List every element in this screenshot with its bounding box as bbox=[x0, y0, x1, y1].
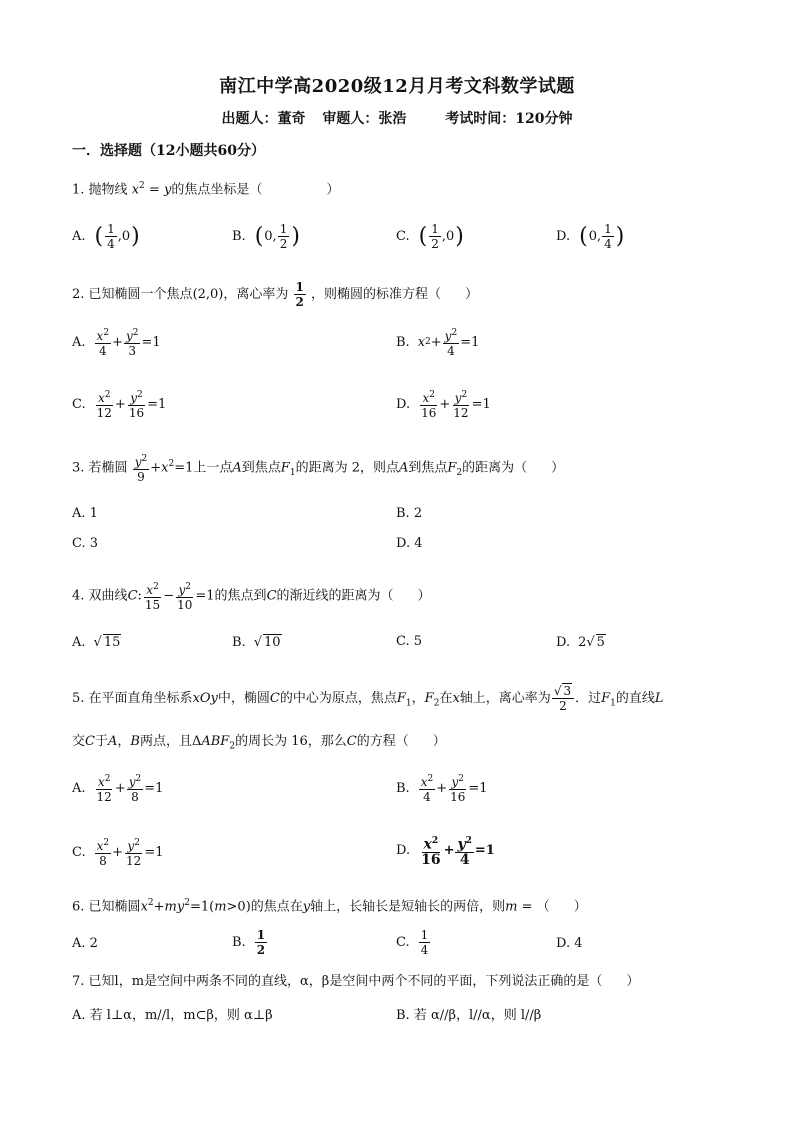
q1-option-b[interactable]: B. ( 0, $\frac{1}{2}$ ) bbox=[232, 222, 300, 251]
q1-option-d[interactable]: D. ( 0, $\frac{1}{4}$ ) bbox=[556, 222, 625, 251]
question-2: 2. 已知椭圆一个焦点(2,0)，离心率为 $\frac{1}{2}$ ，则椭圆的标准方程（ ） bbox=[72, 280, 479, 309]
q3-option-d[interactable]: D. 4 bbox=[396, 536, 423, 551]
q4-option-a[interactable]: A. √ 15 bbox=[72, 634, 121, 650]
q2-option-a[interactable]: A. $\frac{x^2}{4}$ + $\frac{y^2}{3}$ =1 bbox=[72, 328, 161, 358]
question-4: 4. 双曲线C: $\frac{x^2}{15}$ − $\frac{y^2}{10}$ =1的焦点到C的渐近线的距离为（ ） bbox=[72, 582, 431, 612]
reviewer: 审题人：张浩 bbox=[322, 111, 407, 127]
question-text: 的焦点坐标是（ bbox=[171, 182, 263, 198]
question-6: 6. 已知椭圆$x^2+my^2=1(m>0)$的焦点在y轴上，长轴长是短轴长的两倍，则m = （ ） bbox=[72, 898, 587, 915]
q3-option-a[interactable]: A. 1 bbox=[72, 506, 98, 521]
page-title: 南江中学高2020级12月月考文科数学试题 bbox=[219, 76, 575, 97]
question-3: 3. 若椭圆 $\frac{y^2}{9}$ $+x^2=1$上一点A到焦点$F_1$的距离为 2，则点A到焦点$F_2$的距离为（ ） bbox=[72, 454, 565, 484]
q6-option-b[interactable]: B. $\frac{1}{2}$ bbox=[232, 928, 266, 957]
q7-option-a[interactable]: A. 若 l⊥α，m//l，m⊂β，则 α⊥β bbox=[72, 1008, 273, 1023]
question-5-line-1: 5. 在平面直角坐标系xOy中，椭圆C的中心为原点，焦点$F_1$，$F_2$在x轴上，离心率为 $\frac{√ 3}{2}$ ．过$F_1$的直线L bbox=[72, 684, 664, 713]
section-heading: 一．选择题（12小题共60分） bbox=[72, 143, 265, 159]
q6-option-c[interactable]: C. $\frac{1}{4}$ bbox=[396, 928, 429, 957]
question-5-line-2: 交C于A，B两点，且$\Delta ABF_2$的周长为 16，那么C的方程（ ） bbox=[72, 734, 446, 752]
question-number: 1. bbox=[72, 182, 85, 198]
q5-option-c[interactable]: C. $\frac{x^2}{8}$ + $\frac{y^2}{12}$ =1 bbox=[72, 838, 164, 868]
question-7: 7. 已知l，m是空间中两条不同的直线，α，β是空间中两个不同的平面，下列说法正确的是（ ） bbox=[72, 974, 640, 989]
q7-option-b[interactable]: B. 若 α//β，l//α，则 l//β bbox=[396, 1008, 542, 1023]
exam-time: 考试时间：120分钟 bbox=[445, 111, 573, 127]
question-text: ） bbox=[326, 182, 340, 198]
question-1: 1. 抛物线 $x^2 = y$的焦点坐标是（ ） bbox=[72, 181, 340, 198]
q3-option-b[interactable]: B. 2 bbox=[396, 506, 423, 521]
q6-option-d[interactable]: D. 4 bbox=[556, 936, 583, 951]
setter: 出题人：董奇 bbox=[221, 111, 306, 127]
q4-option-d[interactable]: D. 2√ 5 bbox=[556, 634, 605, 650]
q2-option-d[interactable]: D. $\frac{x^2}{16}$ + $\frac{y^2}{12}$ =1 bbox=[396, 390, 491, 420]
q6-option-a[interactable]: A. 2 bbox=[72, 936, 98, 951]
q2-option-b[interactable]: B. x 2 + $\frac{y^2}{4}$ =1 bbox=[396, 328, 480, 358]
q4-option-c[interactable]: C. 5 bbox=[396, 634, 423, 649]
q1-option-a[interactable]: A. ( $\frac{1}{4}$ ,0 ) bbox=[72, 222, 140, 251]
exam-info bbox=[0, 108, 794, 128]
q5-option-b[interactable]: B. $\frac{x^2}{4}$ + $\frac{y^2}{16}$ =1 bbox=[396, 774, 488, 804]
q3-option-c[interactable]: C. 3 bbox=[72, 536, 99, 551]
q5-option-d[interactable]: D. $\frac{x^2}{16}$ + $\frac{y^2}{4}$ =1 bbox=[396, 836, 495, 868]
q1-option-c[interactable]: C. ( $\frac{1}{2}$ ,0 ) bbox=[396, 222, 464, 251]
q4-option-b[interactable]: B. √ 10 bbox=[232, 634, 281, 650]
q5-option-a[interactable]: A. $\frac{x^2}{12}$ + $\frac{y^2}{8}$ =1 bbox=[72, 774, 164, 804]
q2-option-c[interactable]: C. $\frac{x^2}{12}$ + $\frac{y^2}{16}$ =1 bbox=[72, 390, 167, 420]
question-text: 抛物线 bbox=[88, 182, 128, 198]
